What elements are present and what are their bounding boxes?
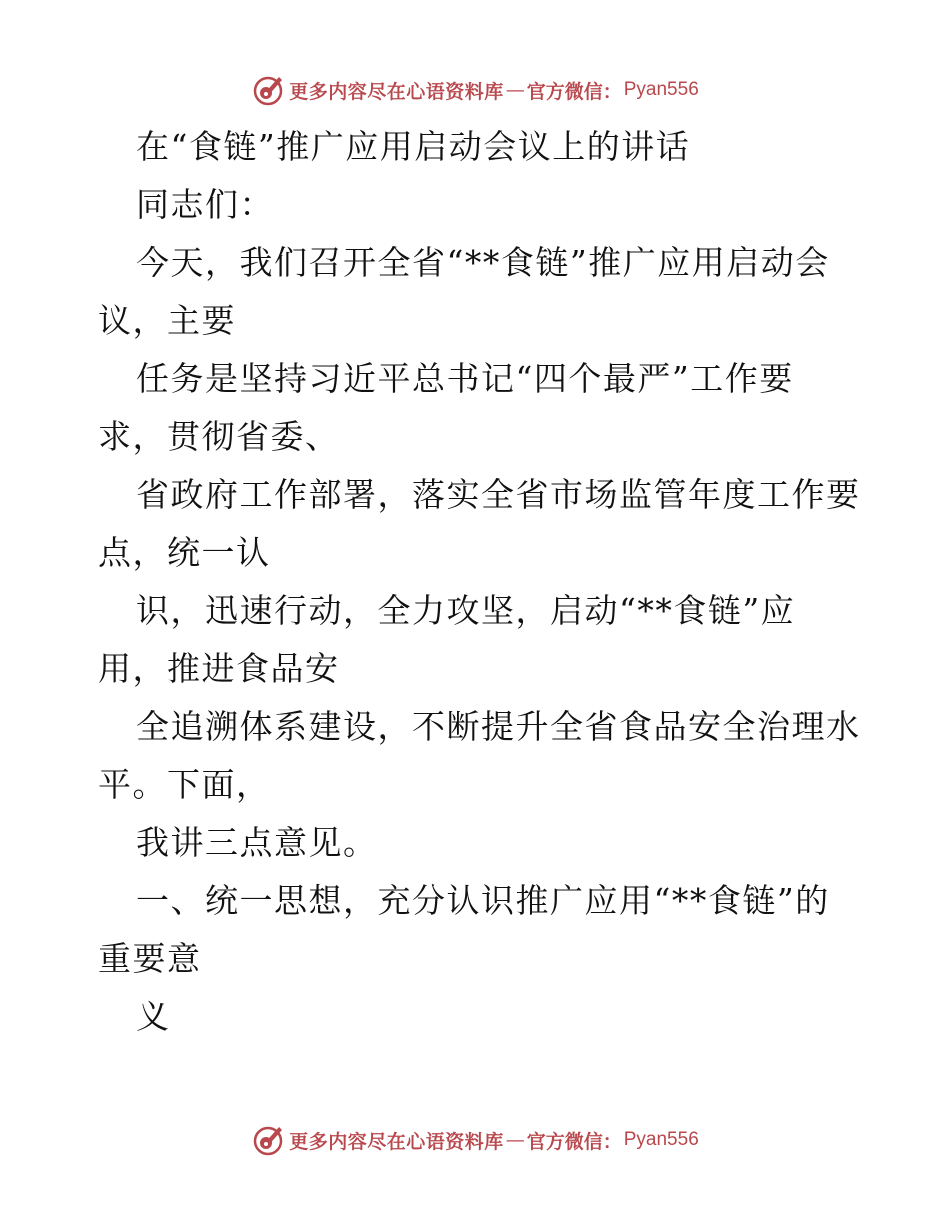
- text-line: 全追溯体系建设，不断提升全省食品安全治理水: [136, 707, 861, 746]
- text-line: 平。下面，: [98, 765, 271, 804]
- watermark-banner-top: [0, 70, 950, 110]
- text-line: 同志们：: [136, 185, 274, 224]
- text-line: 识，迅速行动，全力攻坚，启动“**食链”应: [136, 591, 796, 630]
- section-heading: 一、统一思想，充分认识推广应用“**食链”的: [136, 881, 830, 920]
- text-line: 点，统一认: [98, 533, 271, 572]
- watermark-text: 更多内容尽在心语资料库: [289, 80, 504, 103]
- section-heading-continued: 义: [136, 997, 171, 1036]
- watermark-dash: —: [505, 79, 525, 101]
- watermark-banner-bottom: [0, 1120, 950, 1160]
- watermark-dash: —: [505, 1129, 525, 1151]
- watermark-id: Pyan556: [623, 1129, 699, 1150]
- watermark-label: 官方微信：: [526, 1130, 622, 1153]
- pen-logo-icon: [251, 73, 285, 107]
- watermark-text: 更多内容尽在心语资料库: [289, 1130, 504, 1153]
- speech-body: [98, 118, 861, 1046]
- speech-title: 在“食链”推广应用启动会议上的讲话: [136, 127, 691, 166]
- text-line: 我讲三点意见。: [136, 823, 378, 862]
- text-line: 用，推进食品安: [98, 649, 340, 688]
- text-line: 求，贯彻省委、: [98, 417, 340, 456]
- text-line: 今天，我们召开全省“**食链”推广应用启动会: [136, 243, 830, 282]
- watermark-id: Pyan556: [623, 79, 699, 100]
- text-line: 省政府工作部署，落实全省市场监管年度工作要: [136, 475, 861, 514]
- section-heading-continued: 重要意: [98, 939, 202, 978]
- pen-logo-icon: [251, 1123, 285, 1157]
- text-line: 议，主要: [98, 301, 236, 340]
- text-line: 任务是坚持习近平总书记“四个最严”工作要: [136, 359, 794, 398]
- watermark-label: 官方微信：: [526, 80, 622, 103]
